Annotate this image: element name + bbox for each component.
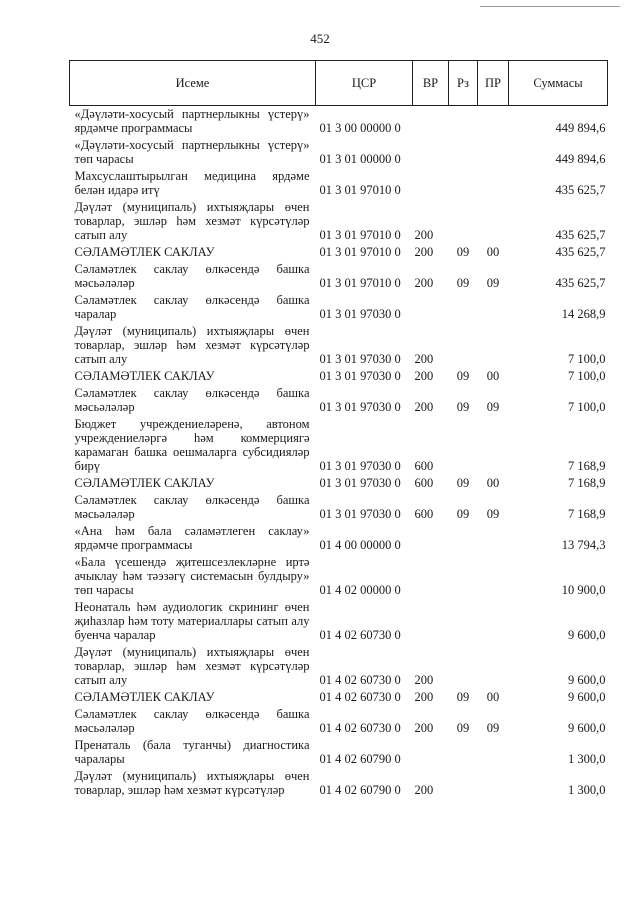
- cell-csr: 01 3 01 00000 0: [319, 152, 401, 166]
- table-row: [70, 737, 608, 768]
- cell-csr: 01 3 01 97030 0: [319, 307, 401, 321]
- cell-pr: 00: [486, 476, 500, 490]
- cell-vr: [413, 168, 449, 199]
- cell-vr: 600: [414, 459, 434, 473]
- cell-sum: 449 894,6: [555, 152, 606, 166]
- cell-vr: [413, 599, 449, 644]
- cell-vr: 200: [414, 673, 434, 687]
- cell-sum: 7 168,9: [568, 459, 606, 473]
- cell-sum: 7 168,9: [568, 507, 606, 521]
- cell-rz: [449, 199, 478, 244]
- cell-vr: [413, 292, 449, 323]
- cell-pr: 00: [486, 690, 500, 704]
- cell-csr: 01 4 02 00000 0: [319, 583, 401, 597]
- cell-name: Бюджет учреждениеләренә, автоном учреждениеләргә һәм коммерциягә карамаган башка оешмаларга субсидияләр бирү: [74, 417, 310, 473]
- cell-csr: 01 3 01 97010 0: [319, 276, 401, 290]
- cell-pr: 00: [486, 369, 500, 383]
- cell-pr: [478, 644, 509, 689]
- cell-name: «Бала үсешендә җитешсезлекләрне иртә ачыклау һәм тәэзәгү системасын булдыру» төп чарасы: [74, 555, 310, 597]
- cell-csr: 01 3 00 00000 0: [319, 121, 401, 135]
- cell-rz: 09: [456, 400, 470, 414]
- cell-name: Сәламәтлек саклау өлкәсендә башка чаралар: [74, 293, 310, 321]
- cell-sum: 7 100,0: [568, 352, 606, 366]
- cell-name: СӘЛАМӘТЛЕК САКЛАУ: [74, 245, 215, 259]
- cell-csr: 01 3 01 97030 0: [319, 352, 401, 366]
- cell-csr: 01 4 02 60730 0: [319, 690, 401, 704]
- cell-vr: [413, 106, 449, 138]
- cell-csr: 01 4 02 60730 0: [319, 673, 401, 687]
- cell-vr: [413, 137, 449, 168]
- cell-csr: 01 3 01 97030 0: [319, 400, 401, 414]
- table-row: [70, 644, 608, 689]
- cell-vr: 600: [414, 476, 434, 490]
- cell-rz: [449, 323, 478, 368]
- cell-sum: 9 600,0: [568, 721, 606, 735]
- cell-rz: 09: [456, 690, 470, 704]
- cell-rz: [449, 168, 478, 199]
- cell-rz: [449, 137, 478, 168]
- table-row: [70, 599, 608, 644]
- header-csr: ЦСР: [316, 61, 413, 106]
- cell-pr: [478, 199, 509, 244]
- cell-vr: 200: [414, 352, 434, 366]
- header-name: Исеме: [70, 61, 316, 106]
- cell-pr: 09: [486, 507, 500, 521]
- cell-vr: [413, 554, 449, 599]
- cell-sum: 7 100,0: [568, 369, 606, 383]
- cell-rz: [449, 737, 478, 768]
- cell-pr: [478, 554, 509, 599]
- page-number: 452: [310, 31, 330, 46]
- cell-sum: 10 900,0: [561, 583, 606, 597]
- cell-csr: 01 3 01 97010 0: [319, 228, 401, 242]
- cell-name: Дәүләт (муниципаль) ихтыяҗлары өчен товарлар, эшләр һәм хезмәт күрсәтүләр сатып алу: [74, 200, 310, 242]
- cell-name: «Дәүләти-хосусый партнерлыкны үстерү» төп чарасы: [74, 138, 310, 166]
- cell-csr: 01 4 02 60790 0: [319, 752, 401, 766]
- cell-vr: 200: [414, 276, 434, 290]
- cell-name: Дәүләт (муниципаль) ихтыяҗлары өчен товарлар, эшләр һәм хезмәт күрсәтүләр сатып алу: [74, 324, 310, 366]
- table-row: [70, 492, 608, 523]
- cell-sum: 435 625,7: [555, 228, 606, 242]
- cell-vr: [413, 737, 449, 768]
- cell-rz: [449, 416, 478, 475]
- table-row: [70, 475, 608, 492]
- cell-sum: 7 100,0: [568, 400, 606, 414]
- cell-pr: [478, 737, 509, 768]
- cell-rz: 09: [456, 476, 470, 490]
- table-row: [70, 261, 608, 292]
- cell-rz: [449, 768, 478, 799]
- table-row: [70, 323, 608, 368]
- cell-sum: 435 625,7: [555, 276, 606, 290]
- table-header: [70, 61, 608, 106]
- table-row: [70, 137, 608, 168]
- cell-sum: 9 600,0: [568, 690, 606, 704]
- header-sum: Суммасы: [509, 61, 608, 106]
- cell-pr: [478, 292, 509, 323]
- cell-pr: [478, 137, 509, 168]
- cell-pr: [478, 106, 509, 138]
- cell-vr: 200: [414, 369, 434, 383]
- cell-csr: 01 3 01 97030 0: [319, 369, 401, 383]
- cell-rz: 09: [456, 276, 470, 290]
- cell-name: Сәламәтлек саклау өлкәсендә башка мәсьәләләр: [74, 386, 310, 414]
- table-row: [70, 106, 608, 138]
- cell-pr: [478, 599, 509, 644]
- cell-name: Сәламәтлек саклау өлкәсендә башка мәсьәләләр: [74, 493, 310, 521]
- table-row: [70, 768, 608, 799]
- cell-rz: [449, 599, 478, 644]
- cell-name: Пренаталь (бала туганчы) диагностика чаралары: [74, 738, 310, 766]
- cell-vr: 200: [414, 400, 434, 414]
- cell-csr: 01 4 02 60730 0: [319, 721, 401, 735]
- cell-rz: 09: [456, 721, 470, 735]
- cell-vr: 600: [414, 507, 434, 521]
- top-rule: [480, 6, 620, 7]
- cell-pr: 09: [486, 276, 500, 290]
- cell-sum: 7 168,9: [568, 476, 606, 490]
- cell-name: «Дәүләти-хосусый партнерлыкны үстерү» ярдәмче программасы: [74, 107, 310, 135]
- cell-pr: [478, 168, 509, 199]
- cell-csr: 01 4 02 60730 0: [319, 628, 401, 642]
- cell-rz: [449, 292, 478, 323]
- cell-name: Махсуслаштырылган медицина ярдәме белән идарә итү: [74, 169, 310, 197]
- table-row: [70, 706, 608, 737]
- cell-pr: [478, 416, 509, 475]
- cell-name: СӘЛАМӘТЛЕК САКЛАУ: [74, 476, 215, 490]
- cell-sum: 1 300,0: [568, 752, 606, 766]
- cell-name: Дәүләт (муниципаль) ихтыяҗлары өчен товарлар, эшләр һәм хезмәт күрсәтүләр: [74, 769, 310, 797]
- cell-vr: 200: [414, 690, 434, 704]
- cell-name: Сәламәтлек саклау өлкәсендә башка мәсьәләләр: [74, 707, 310, 735]
- cell-rz: 09: [456, 245, 470, 259]
- cell-pr: 00: [486, 245, 500, 259]
- cell-rz: [449, 523, 478, 554]
- cell-vr: 200: [414, 783, 434, 797]
- cell-rz: 09: [456, 369, 470, 383]
- cell-pr: 09: [486, 400, 500, 414]
- cell-sum: 9 600,0: [568, 628, 606, 642]
- cell-name: Сәламәтлек саклау өлкәсендә башка мәсьәләләр: [74, 262, 310, 290]
- table-row: [70, 416, 608, 475]
- cell-sum: 14 268,9: [561, 307, 606, 321]
- cell-name: «Ана һәм бала сәламәтлеген саклау» ярдәмче программасы: [74, 524, 310, 552]
- cell-vr: 200: [414, 245, 434, 259]
- table-row: [70, 689, 608, 706]
- cell-sum: 435 625,7: [555, 245, 606, 259]
- cell-rz: [449, 554, 478, 599]
- cell-vr: [413, 523, 449, 554]
- cell-vr: 200: [414, 228, 434, 242]
- table-row: [70, 292, 608, 323]
- cell-sum: 449 894,6: [555, 121, 606, 135]
- table-row: [70, 368, 608, 385]
- cell-pr: [478, 523, 509, 554]
- header-rz: Рз: [449, 61, 478, 106]
- cell-name: Дәүләт (муниципаль) ихтыяҗлары өчен товарлар, эшләр һәм хезмәт күрсәтүләр сатып алу: [74, 645, 310, 687]
- table-row: [70, 168, 608, 199]
- cell-sum: 13 794,3: [561, 538, 606, 552]
- cell-csr: 01 4 02 60790 0: [319, 783, 401, 797]
- cell-vr: 200: [414, 721, 434, 735]
- cell-name: СӘЛАМӘТЛЕК САКЛАУ: [74, 690, 215, 704]
- table-row: [70, 199, 608, 244]
- cell-rz: [449, 106, 478, 138]
- table-row: [70, 244, 608, 261]
- table-body: [70, 106, 608, 800]
- cell-csr: 01 3 01 97010 0: [319, 245, 401, 259]
- cell-name: Неонаталь һәм аудиологик скрининг өчен җиһазлар һәм тоту материаллары сатып алу буенча чаралар: [74, 600, 310, 642]
- header-vr: ВР: [413, 61, 449, 106]
- cell-sum: 9 600,0: [568, 673, 606, 687]
- cell-csr: 01 3 01 97030 0: [319, 476, 401, 490]
- cell-pr: 09: [486, 721, 500, 735]
- cell-rz: [449, 644, 478, 689]
- table-row: [70, 554, 608, 599]
- cell-sum: 435 625,7: [555, 183, 606, 197]
- cell-pr: [478, 768, 509, 799]
- cell-rz: 09: [456, 507, 470, 521]
- cell-csr: 01 3 01 97030 0: [319, 507, 401, 521]
- cell-csr: 01 3 01 97030 0: [319, 459, 401, 473]
- table-row: [70, 385, 608, 416]
- cell-sum: 1 300,0: [568, 783, 606, 797]
- cell-csr: 01 3 01 97010 0: [319, 183, 401, 197]
- cell-csr: 01 4 00 00000 0: [319, 538, 401, 552]
- cell-pr: [478, 323, 509, 368]
- header-pr: ПР: [478, 61, 509, 106]
- budget-table: [69, 60, 608, 799]
- table-row: [70, 523, 608, 554]
- cell-name: СӘЛАМӘТЛЕК САКЛАУ: [74, 369, 215, 383]
